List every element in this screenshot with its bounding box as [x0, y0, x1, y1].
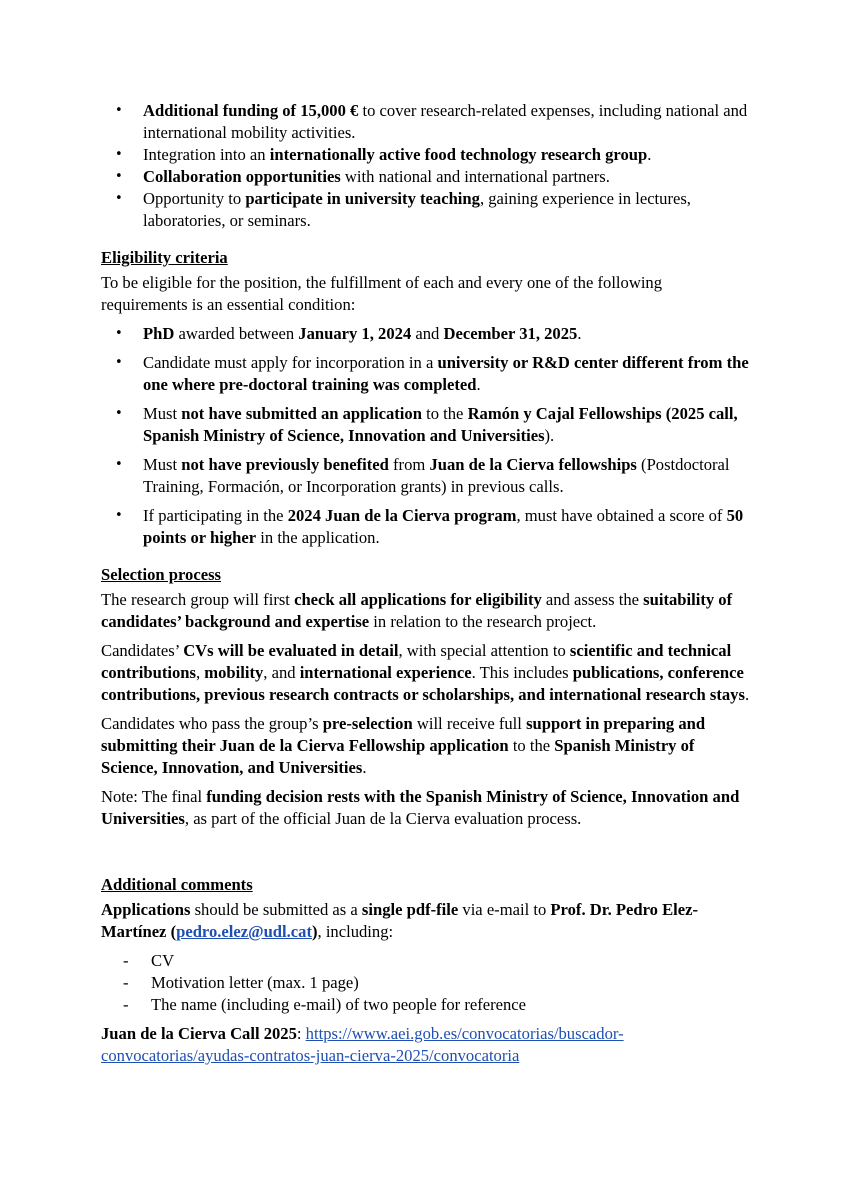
- list-item: • Must not have submitted an application to the Ramón y Cajal Fellowships (2025 call, Spanish Ministry of Science, Innovation and Universities).: [101, 403, 751, 447]
- list-item: • If participating in the 2024 Juan de la Cierva program, must have obtained a score of 50 points or higher in the application.: [101, 505, 751, 549]
- comments-heading: Additional comments: [101, 875, 253, 894]
- benefits-list: [101, 100, 751, 232]
- list-item: • Additional funding of 15,000 € to cover research-related expenses, including national and international mobility activities.: [101, 100, 751, 144]
- list-item: - The name (including e-mail) of two people for reference: [101, 994, 751, 1016]
- eligibility-intro: To be eligible for the position, the fulfillment of each and every one of the following requirements is an essential condition:: [101, 273, 663, 314]
- list-item: - CV: [101, 950, 751, 972]
- email-link[interactable]: pedro.elez@udl.cat: [176, 922, 312, 941]
- selection-paragraph: Candidates who pass the group’s pre-selection will receive full support in preparing and submitting their Juan de la Cierva Fellowship application to the Spanish Ministry of Science, Innovation, and Universities.: [101, 714, 706, 777]
- list-item: • Opportunity to participate in university teaching, gaining experience in lectures, laboratories, or seminars.: [101, 188, 751, 232]
- list-item: - Motivation letter (max. 1 page): [101, 972, 751, 994]
- selection-paragraph: Candidates’ CVs will be evaluated in detail, with special attention to scientific and technical contributions, mobility, and international experience. This includes publications, conference contributions, previous research contracts or scholarships, and international research stays.: [101, 641, 750, 704]
- selection-note: Note: The final funding decision rests with the Spanish Ministry of Science, Innovation and Universities, as part of the official Juan de la Cierva evaluation process.: [101, 787, 740, 828]
- requirements-list: [101, 950, 751, 1016]
- call-paragraph: Juan de la Cierva Call 2025: https://www.aei.gob.es/convocatorias/buscador-convocatorias/ayudas-contratos-juan-cierva-2025/convocatoria: [101, 1024, 624, 1065]
- selection-heading: Selection process: [101, 565, 221, 584]
- list-item: • Candidate must apply for incorporation in a university or R&D center different from the one where pre-doctoral training was completed.: [101, 352, 751, 396]
- selection-paragraph: The research group will first check all applications for eligibility and assess the suitability of candidates’ background and expertise in relation to the research project.: [101, 590, 733, 631]
- eligibility-list: [101, 323, 751, 549]
- comments-paragraph: Applications should be submitted as a single pdf-file via e-mail to Prof. Dr. Pedro Elez-Martínez (pedro.elez@udl.cat), including:: [101, 900, 699, 941]
- eligibility-heading: Eligibility criteria: [101, 248, 228, 267]
- list-item: • Integration into an internationally active food technology research group.: [101, 144, 751, 166]
- call-link[interactable]: https://www.aei.gob.es/convocatorias/buscador-convocatorias/ayudas-contratos-juan-cierva-2025/convocatoria: [101, 1024, 624, 1065]
- list-item: • PhD awarded between January 1, 2024 and December 31, 2025.: [101, 323, 751, 345]
- list-item: • Must not have previously benefited from Juan de la Cierva fellowships (Postdoctoral Training, Formación, or Incorporation grants) in previous calls.: [101, 454, 751, 498]
- document-page: [101, 100, 751, 1074]
- list-item: • Collaboration opportunities with national and international partners.: [101, 166, 751, 188]
